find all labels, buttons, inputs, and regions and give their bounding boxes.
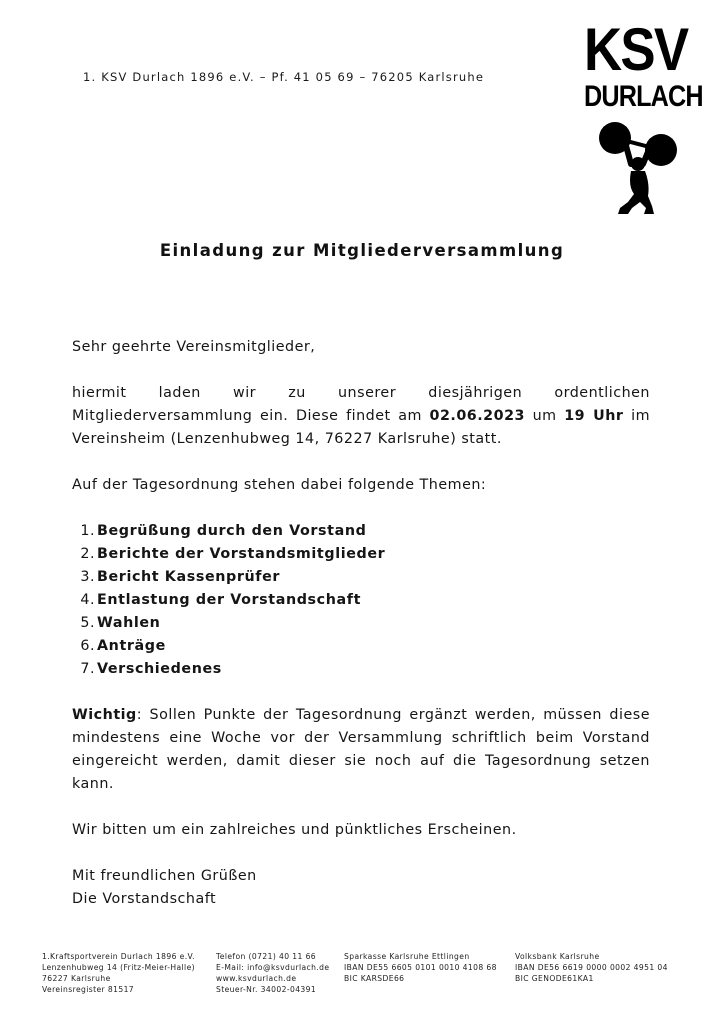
agenda-item xyxy=(72,566,650,589)
signature: Die Vorstandschaft xyxy=(72,891,217,907)
weightlifter-icon xyxy=(598,116,680,218)
footer-line: Steuer-Nr. 34002-04391 xyxy=(216,985,317,994)
agenda-intro: Auf der Tagesordnung stehen dabei folgende Themen: xyxy=(72,477,487,493)
footer-line: Lenzenhubweg 14 (Fritz-Meier-Halle) xyxy=(42,963,196,972)
footer-contact-info xyxy=(216,951,329,995)
meeting-date: 02.06.2023 xyxy=(429,408,525,424)
agenda-item-number: 6. xyxy=(80,638,95,654)
agenda-item-number: 7. xyxy=(80,661,95,677)
footer-line: www.ksvdurlach.de xyxy=(216,974,297,983)
footer-line: 76227 Karlsruhe xyxy=(42,974,111,983)
footer-line: E-Mail: info@ksvdurlach.de xyxy=(216,963,330,972)
footer-bank-volksbank xyxy=(515,951,668,984)
agenda-item-text: Verschiedenes xyxy=(97,661,222,677)
agenda-item-text: Wahlen xyxy=(97,615,161,631)
agenda-item xyxy=(72,658,650,681)
salutation: Sehr geehrte Vereinsmitglieder, xyxy=(72,339,316,355)
agenda-item xyxy=(72,543,650,566)
agenda-item-number: 3. xyxy=(80,569,95,585)
invitation-paragraph xyxy=(72,382,650,451)
footer-line: Sparkasse Karlsruhe Ettlingen xyxy=(344,952,470,961)
agenda-item-number: 1. xyxy=(80,523,95,539)
footer-line: IBAN DE56 6619 0000 0002 4951 04 xyxy=(515,963,668,972)
footer-line: BIC KARSDE66 xyxy=(344,974,405,983)
meeting-time: 19 Uhr xyxy=(564,408,624,424)
footer-bank-sparkasse xyxy=(344,951,497,984)
footer-line: BIC GENODE61KA1 xyxy=(515,974,594,983)
letter-body xyxy=(72,336,650,911)
agenda-item-text: Anträge xyxy=(97,638,166,654)
agenda-item-text: Entlastung der Vorstandschaft xyxy=(97,592,362,608)
important-note xyxy=(72,704,650,796)
agenda-item-text: Bericht Kassenprüfer xyxy=(97,569,281,585)
footer-line: Telefon (0721) 40 11 66 xyxy=(216,952,317,961)
agenda-item xyxy=(72,520,650,543)
footer-line: Vereinsregister 81517 xyxy=(42,985,135,994)
club-logo xyxy=(584,16,703,220)
agenda-item-number: 2. xyxy=(80,546,95,562)
invitation-text-2: um xyxy=(524,408,565,424)
invitation-text-1: hiermit laden wir zu unserer diesjährigen ordentlichen Mitgliederversammlung ein. Diese findet am xyxy=(72,385,650,424)
agenda-item-number: 4. xyxy=(80,592,95,608)
footer-line: IBAN DE55 6605 0101 0010 4108 68 xyxy=(344,963,497,972)
agenda-list xyxy=(72,520,650,681)
letter-title: Einladung zur Mitgliederversammlung xyxy=(159,241,565,260)
agenda-item xyxy=(72,635,650,658)
footer-club-info xyxy=(42,951,195,995)
footer-line: 1.Kraftsportverein Durlach 1896 e.V. xyxy=(42,952,195,961)
agenda-item xyxy=(72,612,650,635)
important-label: Wichtig xyxy=(72,707,137,723)
important-text: : Sollen Punkte der Tagesordnung ergänzt werden, müssen diese mindestens eine Woche vor der Versammlung schriftlich beim Vorstand eingereicht werden, damit dieser sie noch auf die Tagesordnung setzen kann. xyxy=(72,707,650,792)
footer-line: Volksbank Karlsruhe xyxy=(515,952,600,961)
logo-text-durlach: DURLACH xyxy=(584,80,703,113)
closing-greeting: Mit freundlichen Grüßen xyxy=(72,868,257,884)
agenda-item-text: Berichte der Vorstandsmitglieder xyxy=(97,546,386,562)
attendance-request: Wir bitten um ein zahlreiches und pünktliches Erscheinen. xyxy=(72,822,517,838)
agenda-item-number: 5. xyxy=(80,615,95,631)
sender-address-line: 1. KSV Durlach 1896 e.V. – Pf. 41 05 69 – 76205 Karlsruhe xyxy=(83,70,485,84)
invitation-text-3: im Vereinsheim (Lenzenhubweg 14, 76227 Karlsruhe) statt. xyxy=(72,408,650,447)
logo-text-ksv: KSV xyxy=(584,16,688,83)
agenda-item xyxy=(72,589,650,612)
agenda-item-text: Begrüßung durch den Vorstand xyxy=(97,523,367,539)
